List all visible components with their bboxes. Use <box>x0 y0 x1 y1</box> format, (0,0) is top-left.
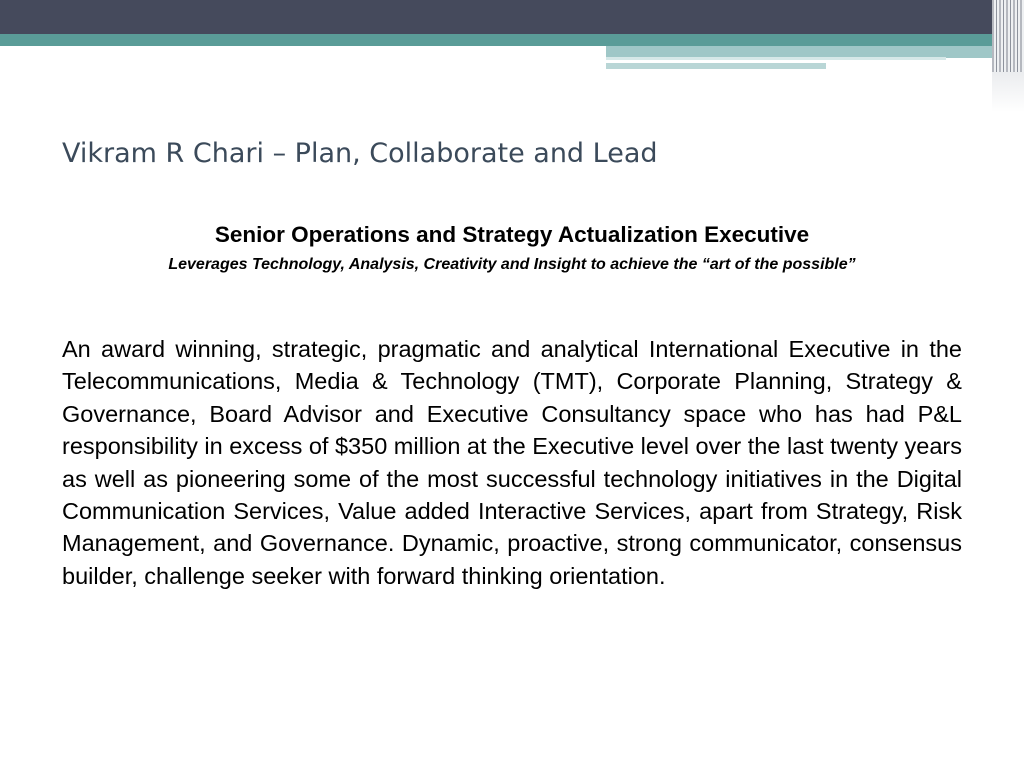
slide-subtitle: Senior Operations and Strategy Actualization Executive <box>214 222 810 247</box>
slide-title: Vikram R Chari – Plan, Collaborate and Lead <box>62 138 658 169</box>
header-thin-line <box>606 57 946 60</box>
header-teal-stripe <box>0 34 1024 46</box>
header-stripes-fade <box>992 72 1024 112</box>
header-short-line <box>606 63 826 69</box>
header-dark-stripe <box>0 0 1024 34</box>
slide-tagline: Leverages Technology, Analysis, Creativity and Insight to achieve the “art of the possible” <box>168 256 856 273</box>
slide-body-text: An award winning, strategic, pragmatic and analytical International Executive in the Telecommunications, Media & Technology (TMT), Corporate Planning, Strategy & Governance, Board Advisor and Executive Consultancy space who has had P&L responsibility in excess of $350 million at the Executive level over the last twenty years as well as pioneering some of the most successful technology initiatives in the Digital Communication Services, Value added Interactive Services, apart from Strategy, Risk Management, and Governance. Dynamic, proactive, strong communicator, consensus builder, challenge seeker with forward thinking orientation. <box>62 336 962 589</box>
header-vertical-stripes <box>992 0 1024 72</box>
